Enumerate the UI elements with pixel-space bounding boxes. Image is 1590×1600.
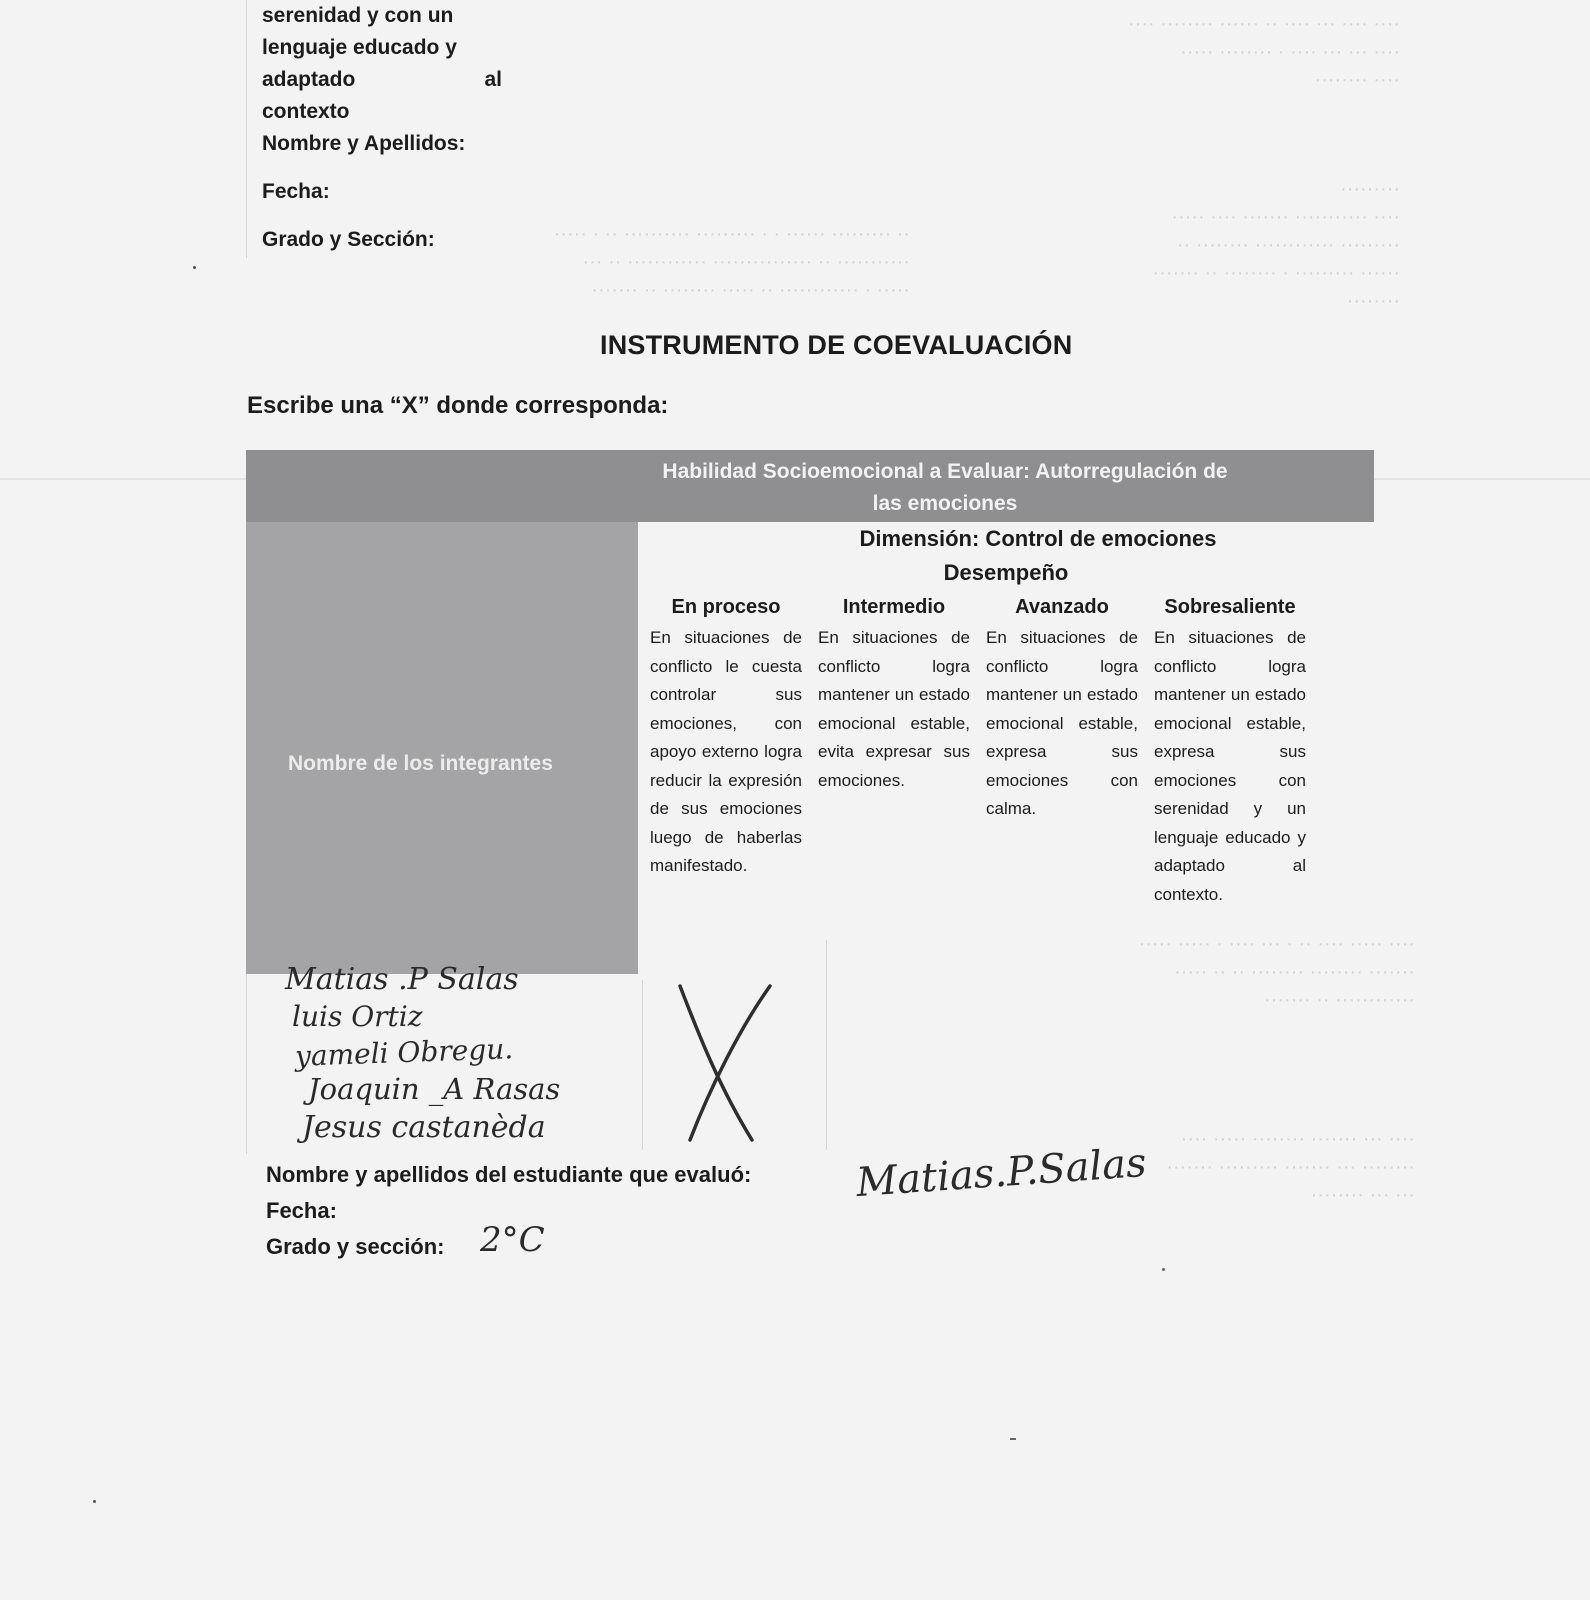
- ink-speck: [193, 266, 196, 269]
- level-name: Avanzado: [1015, 596, 1109, 618]
- top-name-label: Nombre y Apellidos:: [262, 132, 466, 155]
- level-sobresaliente: [1146, 590, 1314, 909]
- level-name: Sobresaliente: [1164, 596, 1296, 618]
- level-columns: [642, 590, 1374, 909]
- top-grade-label: Grado y Sección:: [262, 228, 435, 251]
- top-line-3: [262, 64, 502, 96]
- ink-speck: [1162, 1268, 1165, 1271]
- level-description: En situaciones de conflicto logra mantener un estado emocional estable, expresa sus emociones con serenidad y un lenguaje educado y adaptado al contexto.: [1154, 628, 1306, 904]
- handwritten-name-2: luis Ortiz: [292, 1000, 423, 1033]
- level-intermedio: [810, 590, 978, 909]
- instruction-text: Escribe una “X” donde corresponda:: [247, 392, 669, 419]
- footer-grade-label: Grado y sección:: [266, 1234, 445, 1259]
- column-divider: [642, 980, 643, 1150]
- level-name: En proceso: [671, 596, 781, 618]
- level-description: En situaciones de conflicto le cuesta controlar sus emociones, con apoyo externo logra reducir la expresión de sus emociones luego de haberlas manifestado.: [650, 628, 802, 875]
- evaluator-signature: Matias.P.Salas: [854, 1139, 1148, 1207]
- names-header-cell: [246, 522, 638, 974]
- skill-header-line-1: Habilidad Socioemocional a Evaluar: Autorregulación de: [662, 460, 1228, 483]
- evaluator-label: Nombre y apellidos del estudiante que evaluó:: [266, 1162, 752, 1187]
- top-line-2: lenguaje educado y: [262, 36, 457, 59]
- top-partial-block: [246, 0, 502, 258]
- ink-speck: [1010, 1438, 1016, 1440]
- footer-date-label: Fecha:: [266, 1198, 337, 1223]
- evaluation-table: [246, 450, 1374, 974]
- handwritten-name-1: Matias .P Salas: [285, 962, 519, 997]
- level-description: En situaciones de conflicto logra mantener un estado emocional estable, evita expresar sus emociones.: [818, 628, 970, 790]
- dimension-label: Dimensión: Control de emociones: [859, 526, 1217, 551]
- level-description: En situaciones de conflicto logra mantener un estado emocional estable, expresa sus emociones con calma.: [986, 628, 1138, 818]
- top-line-4: contexto: [262, 100, 350, 123]
- ink-speck: [93, 1500, 96, 1503]
- top-line-1: serenidad y con un: [262, 4, 454, 27]
- skill-header-line-2: las emociones: [872, 492, 1018, 515]
- column-divider: [826, 940, 827, 1150]
- handwritten-x-mark: [670, 978, 780, 1148]
- performance-label: Desempeño: [943, 560, 1069, 585]
- page-title: INSTRUMENTO DE COEVALUACIÓN: [600, 330, 1073, 360]
- names-header-label: Nombre de los integrantes: [288, 752, 553, 775]
- top-line-3b: al: [484, 68, 502, 91]
- top-line-3a: adaptado: [262, 68, 356, 91]
- level-name: Intermedio: [842, 596, 946, 618]
- level-en-proceso: [642, 590, 810, 909]
- handwritten-name-3: yameli Obregu.: [294, 1032, 514, 1073]
- top-date-label: Fecha:: [262, 180, 330, 203]
- handwritten-name-4: Joaquin _A Rasas: [308, 1072, 561, 1106]
- skill-header: [246, 450, 1374, 522]
- scanned-page: ···· ···· ··· ···· ·· ······ ········ ···· ···· ··· ··· ···· · ········ ····· ···· ········ ········· ···· ··········· ······· ···· ····· ········· ············ ········ ·· ······ ········· · ········ ·· ······· ········ ·· ········· ······ · · ········· ·········· ·· · ····· ··········· ·· ··············· ············ ·· ··· ····· · ············ ·· ····· ········ ·· ······· ···· ····· ···· ·· · ··· ···· · ····· ····· ······· ········ ········ ·· ·· ····· ············ ·· ······· ···· ··· ······· ········ ····· ···· ········ ··· ······· ········· ······· ··· ··· ········ serenidad y con un lenguaje educado y adaptado al contexto Nombre y Apellidos: Fecha: Grado y Sección: INSTRUMENTO DE COEVALUACIÓN Escribe una “X” donde corresponda: Habilidad Socioemocional a Evaluar: Autorregulación de las emociones Nombre de los integrantes Dimensión: Control de emociones Desempeño En proceso En situaciones de conflicto le cuesta controlar sus emociones, con apoyo externo logra reducir la expresión de sus emociones luego de haberlas manifestado. Intermedio En situaciones de conflicto logra mantener un estado emocional estable, evita expresar sus emociones. Avanzado En situaciones de conflicto logra mantener un estado emocional estable, expresa sus emociones con calma. Sobresaliente En situaciones de conflicto logra mantener un estado emocional estable, expresa sus emociones con serenidad y un lenguaje educado y adaptado al contexto. Matias .P Salas luis Ortiz yameli Obregu. Joaquin _A Rasas Jesus castanèda Nombre y apellidos del estudiante que evaluó: Matias.P.Salas Fecha: Grado y sección: 2°C: [0, 0, 1590, 1600]
- handwritten-name-5: Jesus castanèda: [302, 1110, 546, 1145]
- level-avanzado: [978, 590, 1146, 909]
- performance-area: [638, 522, 1374, 909]
- footer-grade-value: 2°C: [480, 1220, 545, 1260]
